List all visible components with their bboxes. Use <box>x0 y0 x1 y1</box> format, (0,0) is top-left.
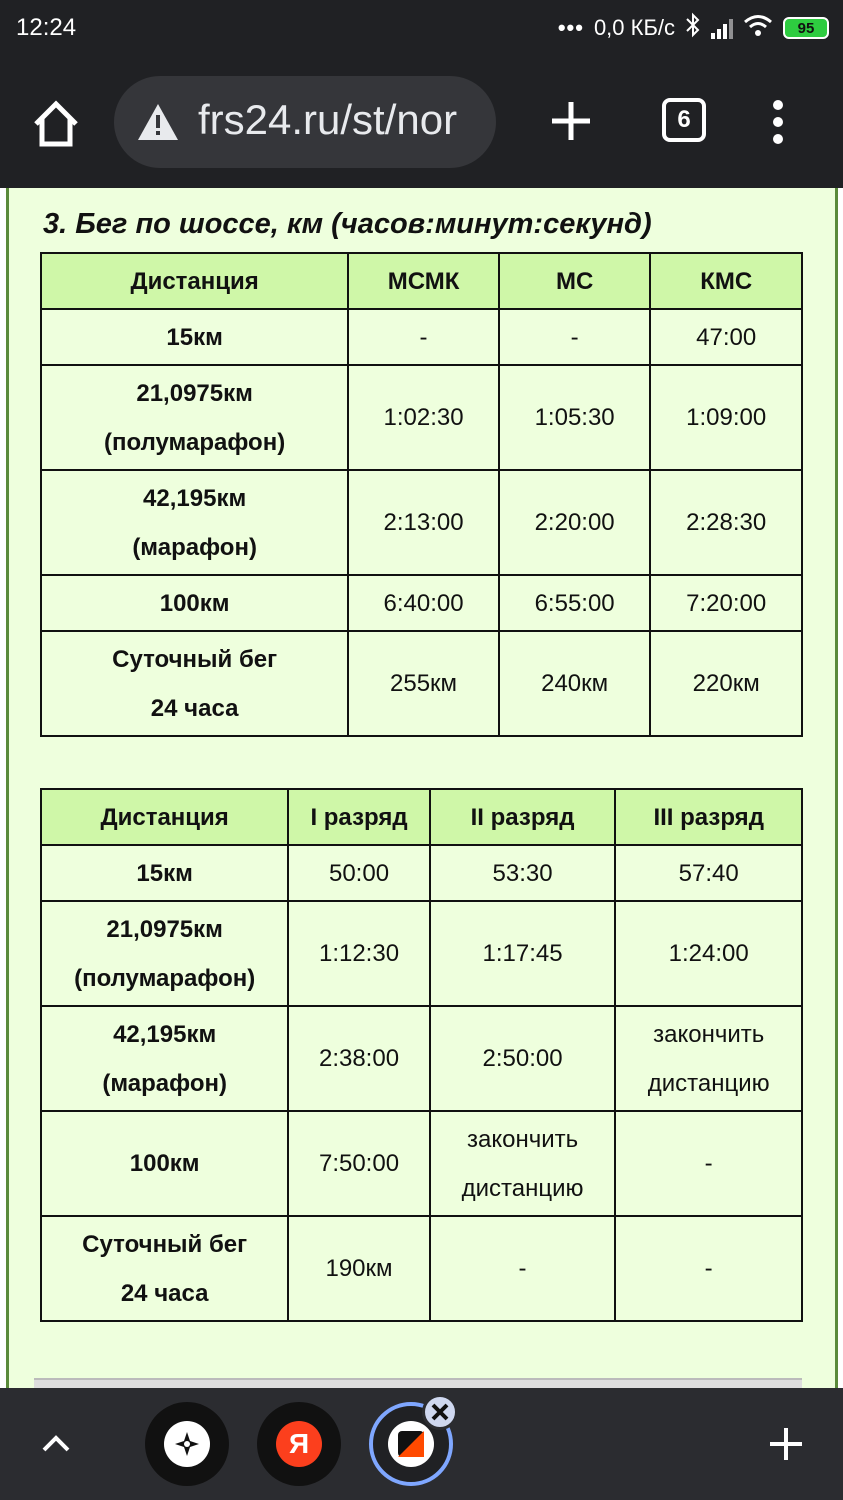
header-rank-2: II разряд <box>430 789 616 845</box>
distance-cell: 100км <box>41 1111 288 1216</box>
url-text[interactable]: frs24.ru/st/nor <box>198 96 458 143</box>
table-row <box>41 365 802 470</box>
warning-icon[interactable] <box>136 102 180 142</box>
shortcut-yandex[interactable] <box>257 1402 341 1486</box>
table-row <box>41 1006 802 1111</box>
web-page <box>0 188 843 1388</box>
status-icons <box>558 12 829 44</box>
value-cell: 6:40:00 <box>348 575 499 631</box>
more-vert-icon[interactable] <box>768 100 788 144</box>
header-rank-3: III разряд <box>615 789 802 845</box>
distance-cell: 21,0975км (полумарафон) <box>41 365 348 470</box>
table-header-row <box>41 253 802 309</box>
bluetooth-icon <box>685 12 701 44</box>
status-time: 12:24 <box>16 14 77 41</box>
value-cell: 2:38:00 <box>288 1006 429 1111</box>
value-cell: 47:00 <box>650 309 802 365</box>
table-row <box>41 631 802 736</box>
table-row <box>41 1111 802 1216</box>
network-speed: 0,0 КБ/с <box>593 15 675 40</box>
value-cell: закончить дистанцию <box>430 1111 616 1216</box>
table-row <box>41 901 802 1006</box>
new-tab-icon[interactable] <box>548 98 594 144</box>
value-cell: - <box>430 1216 616 1321</box>
distance-cell: 100км <box>41 575 348 631</box>
status-bar <box>0 0 843 56</box>
value-cell: 1:24:00 <box>615 901 802 1006</box>
table-row <box>41 575 802 631</box>
section-title: 3. Бег по шоссе, км (часов:минут:секунд) <box>43 208 652 240</box>
header-rank-1: I разряд <box>288 789 429 845</box>
value-cell: 2:28:30 <box>650 470 802 575</box>
value-cell: 240км <box>499 631 651 736</box>
table-row <box>41 470 802 575</box>
table-ranks <box>40 788 803 1322</box>
value-cell: 190км <box>288 1216 429 1321</box>
table-msmk-ms-kms <box>40 252 803 737</box>
notification-dots: ••• <box>557 15 584 40</box>
chevron-up-icon[interactable] <box>38 1426 74 1462</box>
value-cell: - <box>499 309 651 365</box>
value-cell: 2:20:00 <box>499 470 651 575</box>
value-cell: 255км <box>348 631 499 736</box>
table-row <box>41 1216 802 1321</box>
distance-cell: 42,195км (марафон) <box>41 1006 288 1111</box>
header-kms: КМС <box>650 253 802 309</box>
value-cell: 2:50:00 <box>430 1006 616 1111</box>
site-favicon-icon <box>388 1421 434 1467</box>
value-cell: 7:50:00 <box>288 1111 429 1216</box>
value-cell: - <box>615 1216 802 1321</box>
compass-icon <box>164 1421 210 1467</box>
cell-signal-icon <box>711 17 733 39</box>
value-cell: - <box>615 1111 802 1216</box>
bottom-toolbar <box>0 1388 843 1500</box>
header-ms: МС <box>499 253 651 309</box>
value-cell: 1:12:30 <box>288 901 429 1006</box>
value-cell: 1:09:00 <box>650 365 802 470</box>
url-bar[interactable] <box>114 76 496 168</box>
distance-cell: 15км <box>41 309 348 365</box>
tab-switcher-button[interactable]: 6 <box>662 98 706 142</box>
value-cell: 1:02:30 <box>348 365 499 470</box>
browser-toolbar <box>0 56 843 188</box>
distance-cell: 21,0975км (полумарафон) <box>41 901 288 1006</box>
plus-icon[interactable] <box>768 1426 804 1462</box>
header-distance: Дистанция <box>41 789 288 845</box>
distance-cell: Суточный бег 24 часа <box>41 631 348 736</box>
value-cell: 53:30 <box>430 845 616 901</box>
table-row <box>41 309 802 365</box>
shortcut-compass[interactable] <box>145 1402 229 1486</box>
value-cell: 7:20:00 <box>650 575 802 631</box>
close-icon[interactable] <box>422 1394 458 1430</box>
yandex-icon: Я <box>276 1421 322 1467</box>
value-cell: 6:55:00 <box>499 575 651 631</box>
value-cell: закончить дистанцию <box>615 1006 802 1111</box>
header-msmk: МСМК <box>348 253 499 309</box>
home-icon[interactable] <box>28 96 84 152</box>
value-cell: 1:17:45 <box>430 901 616 1006</box>
distance-cell: 42,195км (марафон) <box>41 470 348 575</box>
value-cell: - <box>348 309 499 365</box>
table-row <box>41 845 802 901</box>
distance-cell: Суточный бег 24 часа <box>41 1216 288 1321</box>
value-cell: 1:05:30 <box>499 365 651 470</box>
header-distance: Дистанция <box>41 253 348 309</box>
value-cell: 2:13:00 <box>348 470 499 575</box>
value-cell: 220км <box>650 631 802 736</box>
value-cell: 57:40 <box>615 845 802 901</box>
battery-icon: 95 <box>783 17 829 39</box>
value-cell: 50:00 <box>288 845 429 901</box>
wifi-icon <box>743 13 773 43</box>
table-header-row <box>41 789 802 845</box>
distance-cell: 15км <box>41 845 288 901</box>
